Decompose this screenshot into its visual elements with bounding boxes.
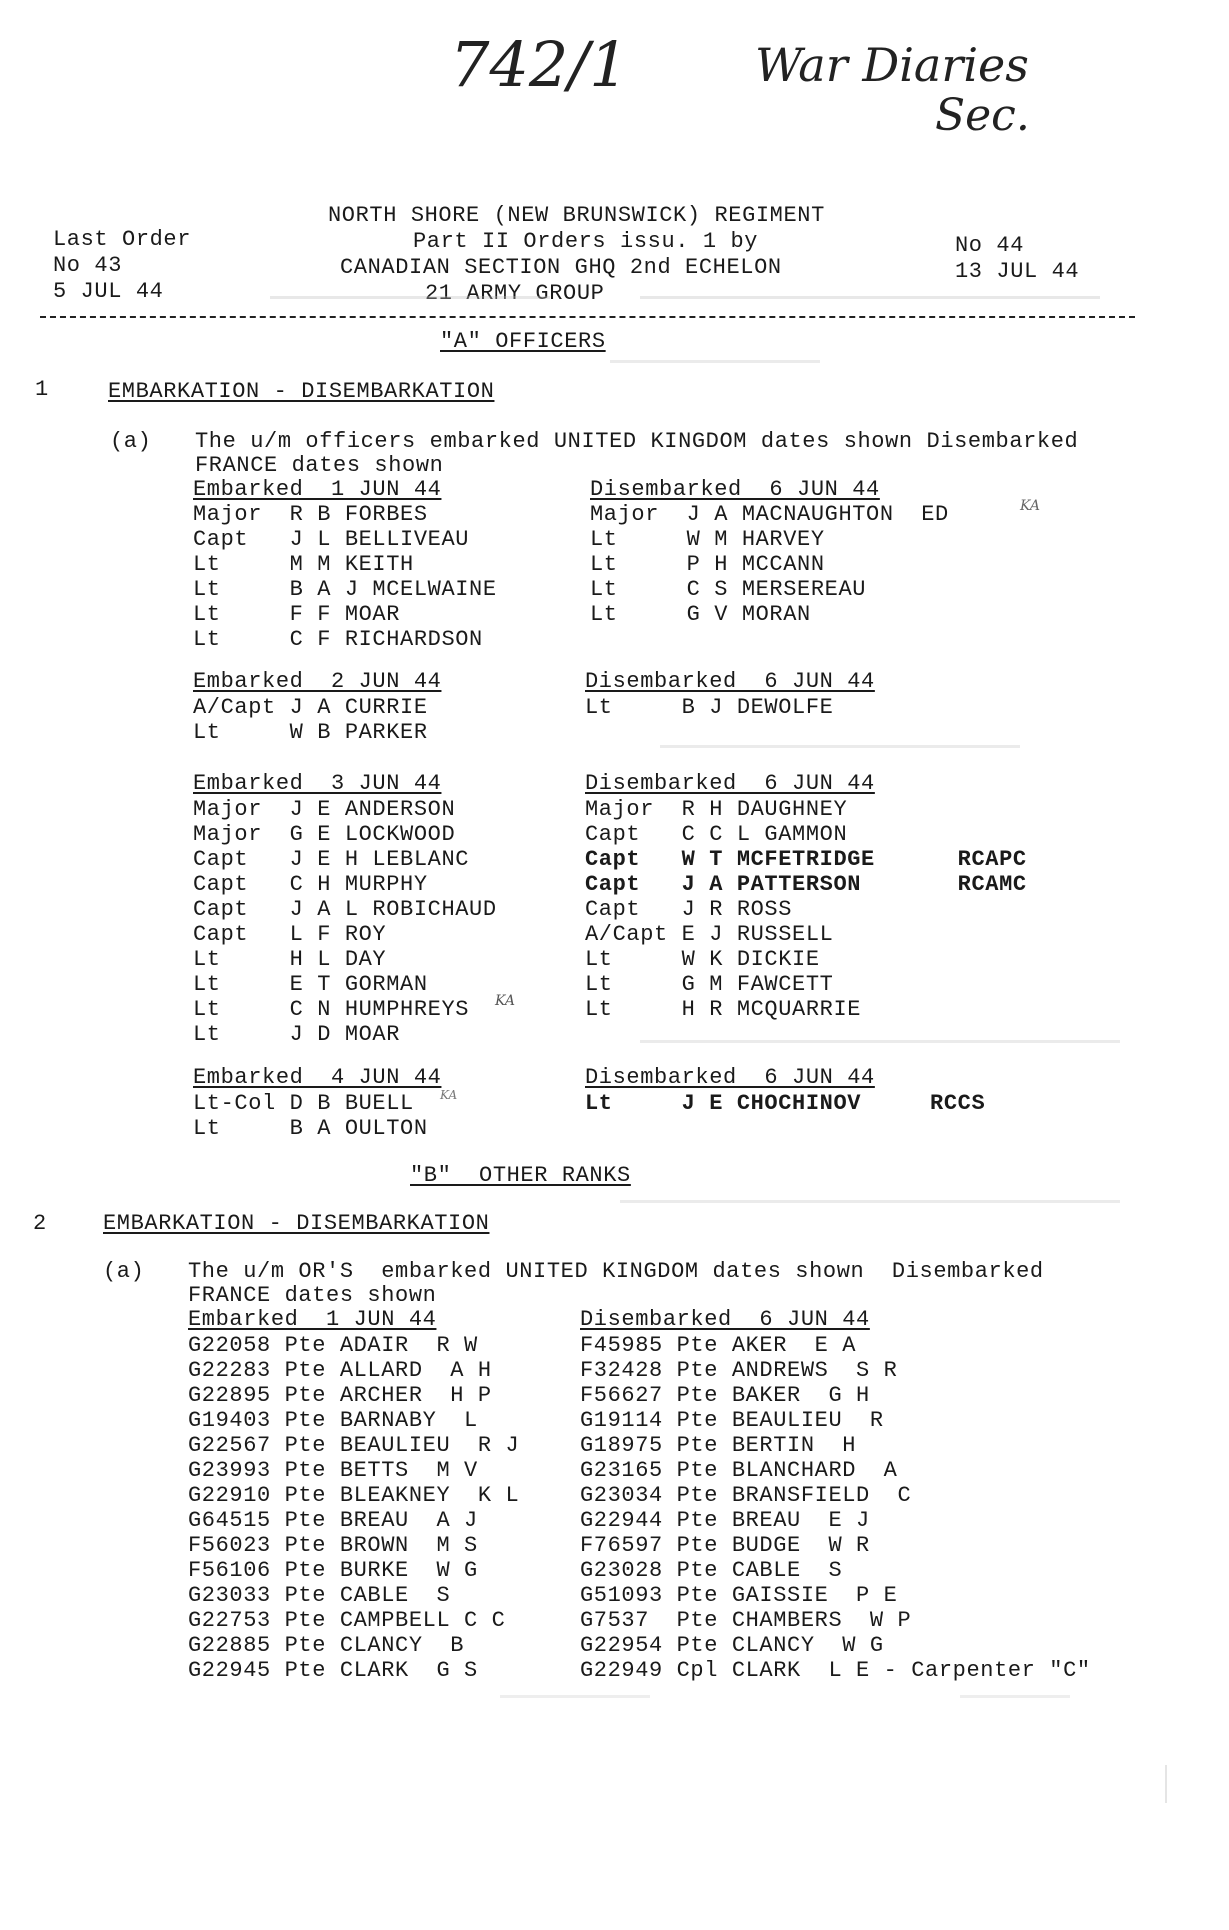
- group-2-embarked: Embarked 2 JUN 44: [193, 669, 442, 694]
- last-order-number: No 43: [53, 253, 123, 278]
- other-rank-row: G22895 Pte ARCHER H P: [188, 1383, 492, 1408]
- other-rank-row: G22949 Cpl CLARK L E - Carpenter "C": [580, 1658, 1091, 1683]
- last-order-label: Last Order: [53, 227, 192, 252]
- other-rank-row: G19403 Pte BARNABY L: [188, 1408, 478, 1433]
- item-2-para-line1: The u/m OR'S embarked UNITED KINGDOM dates shown Disembarked: [188, 1259, 1044, 1284]
- order-number: No 44: [955, 233, 1025, 258]
- group-3-embarked: Embarked 3 JUN 44: [193, 771, 442, 796]
- handwritten-note-line1: War Diaries: [755, 38, 1029, 92]
- officer-row: Lt G V MORAN: [590, 602, 811, 627]
- other-rank-row: F45985 Pte AKER E A: [580, 1333, 857, 1358]
- handwritten-note-line2: Sec.: [935, 90, 1030, 141]
- other-rank-row: F56106 Pte BURKE W G: [188, 1558, 478, 1583]
- officer-row: Major J E ANDERSON: [193, 797, 456, 822]
- item-2-number: 2: [33, 1211, 47, 1236]
- officer-row: Capt J L BELLIVEAU: [193, 527, 470, 552]
- order-date: 13 JUL 44: [955, 259, 1080, 284]
- other-rank-row: G23033 Pte CABLE S: [188, 1583, 451, 1608]
- other-rank-row: G22910 Pte BLEAKNEY K L: [188, 1483, 520, 1508]
- officer-row: Lt-Col D B BUELL: [193, 1091, 414, 1116]
- other-rank-row: F56627 Pte BAKER G H: [580, 1383, 870, 1408]
- item-1-para-label: (a): [110, 429, 152, 454]
- officer-row: Lt J D MOAR: [193, 1022, 401, 1047]
- officer-row: Major R B FORBES: [193, 502, 428, 527]
- officer-row: Capt W T MCFETRIDGE RCAPC: [585, 847, 1027, 872]
- item-2-title: EMBARKATION - DISEMBARKATION: [103, 1211, 490, 1236]
- officer-row: Lt C N HUMPHREYS: [193, 997, 470, 1022]
- other-rank-row: G23165 Pte BLANCHARD A: [580, 1458, 898, 1483]
- other-rank-row: G22283 Pte ALLARD A H: [188, 1358, 492, 1383]
- army-group-line: 21 ARMY GROUP: [425, 281, 605, 306]
- officer-row: Lt B A OULTON: [193, 1116, 428, 1141]
- or-disembarked: Disembarked 6 JUN 44: [580, 1307, 870, 1332]
- officer-row: Capt J A L ROBICHAUD: [193, 897, 497, 922]
- ka-mark: KA: [440, 1088, 458, 1102]
- item-2-para-line2: FRANCE dates shown: [188, 1283, 437, 1308]
- other-rank-row: G7537 Pte CHAMBERS W P: [580, 1608, 912, 1633]
- ka-mark: KA: [1020, 498, 1041, 514]
- officer-row: Capt C H MURPHY: [193, 872, 428, 897]
- officer-row: Capt J E H LEBLANC: [193, 847, 470, 872]
- officer-row: Capt J A PATTERSON RCAMC: [585, 872, 1027, 897]
- officer-row: Major G E LOCKWOOD: [193, 822, 456, 847]
- officer-row: Capt J R ROSS: [585, 897, 793, 922]
- officer-row: Lt H L DAY: [193, 947, 387, 972]
- officer-row: Major R H DAUGHNEY: [585, 797, 848, 822]
- other-rank-row: F76597 Pte BUDGE W R: [580, 1533, 870, 1558]
- officer-row: Capt L F ROY: [193, 922, 387, 947]
- other-rank-row: G23993 Pte BETTS M V: [188, 1458, 478, 1483]
- officer-row: Lt B J DEWOLFE: [585, 695, 834, 720]
- group-2-disembarked: Disembarked 6 JUN 44: [585, 669, 875, 694]
- officer-row: Lt E T GORMAN: [193, 972, 428, 997]
- item-1-para-line1: The u/m officers embarked UNITED KINGDOM dates shown Disembarked: [195, 429, 1079, 454]
- group-1-embarked: Embarked 1 JUN 44: [193, 477, 442, 502]
- group-4-disembarked: Disembarked 6 JUN 44: [585, 1065, 875, 1090]
- officer-row: Lt H R MCQUARRIE: [585, 997, 862, 1022]
- other-rank-row: F32428 Pte ANDREWS S R: [580, 1358, 898, 1383]
- officer-row: Lt F F MOAR: [193, 602, 401, 627]
- officer-row: Lt W K DICKIE: [585, 947, 820, 972]
- section-b-heading: "B" OTHER RANKS: [410, 1163, 631, 1188]
- officer-row: Lt W B PARKER: [193, 720, 428, 745]
- other-rank-row: G23034 Pte BRANSFIELD C: [580, 1483, 912, 1508]
- officer-row: Lt M M KEITH: [193, 552, 414, 577]
- officer-row: Lt B A J MCELWAINE: [193, 577, 497, 602]
- officer-row: Major J A MACNAUGHTON ED: [590, 502, 949, 527]
- officer-row: Lt G M FAWCETT: [585, 972, 834, 997]
- item-1-para-line2: FRANCE dates shown: [195, 453, 444, 478]
- other-rank-row: G22944 Pte BREAU E J: [580, 1508, 870, 1533]
- other-rank-row: G22954 Pte CLANCY W G: [580, 1633, 884, 1658]
- other-rank-row: G51093 Pte GAISSIE P E: [580, 1583, 898, 1608]
- item-1-title: EMBARKATION - DISEMBARKATION: [108, 379, 495, 404]
- officer-row: Lt W M HARVEY: [590, 527, 825, 552]
- other-rank-row: G22885 Pte CLANCY B: [188, 1633, 465, 1658]
- ka-mark: KA: [495, 993, 516, 1009]
- other-rank-row: G64515 Pte BREAU A J: [188, 1508, 478, 1533]
- orders-issued-line: Part II Orders issu. 1 by: [413, 229, 759, 254]
- officer-row: A/Capt J A CURRIE: [193, 695, 428, 720]
- officer-row: Lt C F RICHARDSON: [193, 627, 483, 652]
- item-1-number: 1: [35, 377, 49, 402]
- other-rank-row: G22753 Pte CAMPBELL C C: [188, 1608, 506, 1633]
- group-4-embarked: Embarked 4 JUN 44: [193, 1065, 442, 1090]
- item-2-para-label: (a): [103, 1259, 145, 1284]
- other-rank-row: G22567 Pte BEAULIEU R J: [188, 1433, 520, 1458]
- other-rank-row: G18975 Pte BERTIN H: [580, 1433, 857, 1458]
- group-1-disembarked: Disembarked 6 JUN 44: [590, 477, 880, 502]
- other-rank-row: G22058 Pte ADAIR R W: [188, 1333, 478, 1358]
- regiment-title: NORTH SHORE (NEW BRUNSWICK) REGIMENT: [328, 203, 825, 228]
- officer-row: Capt C C L GAMMON: [585, 822, 848, 847]
- officer-row: A/Capt E J RUSSELL: [585, 922, 834, 947]
- section-a-heading: "A" OFFICERS: [440, 329, 606, 354]
- other-rank-row: G19114 Pte BEAULIEU R: [580, 1408, 884, 1433]
- officer-row: Lt J E CHOCHINOV RCCS: [585, 1091, 986, 1116]
- officer-row: Lt C S MERSEREAU: [590, 577, 867, 602]
- or-embarked: Embarked 1 JUN 44: [188, 1307, 437, 1332]
- other-rank-row: G23028 Pte CABLE S: [580, 1558, 843, 1583]
- officer-row: Lt P H MCCANN: [590, 552, 825, 577]
- last-order-date: 5 JUL 44: [53, 279, 164, 304]
- other-rank-row: F56023 Pte BROWN M S: [188, 1533, 478, 1558]
- handwritten-file-number: 742/1: [450, 28, 629, 101]
- section-line: CANADIAN SECTION GHQ 2nd ECHELON: [340, 255, 782, 280]
- other-rank-row: G22945 Pte CLARK G S: [188, 1658, 478, 1683]
- group-3-disembarked: Disembarked 6 JUN 44: [585, 771, 875, 796]
